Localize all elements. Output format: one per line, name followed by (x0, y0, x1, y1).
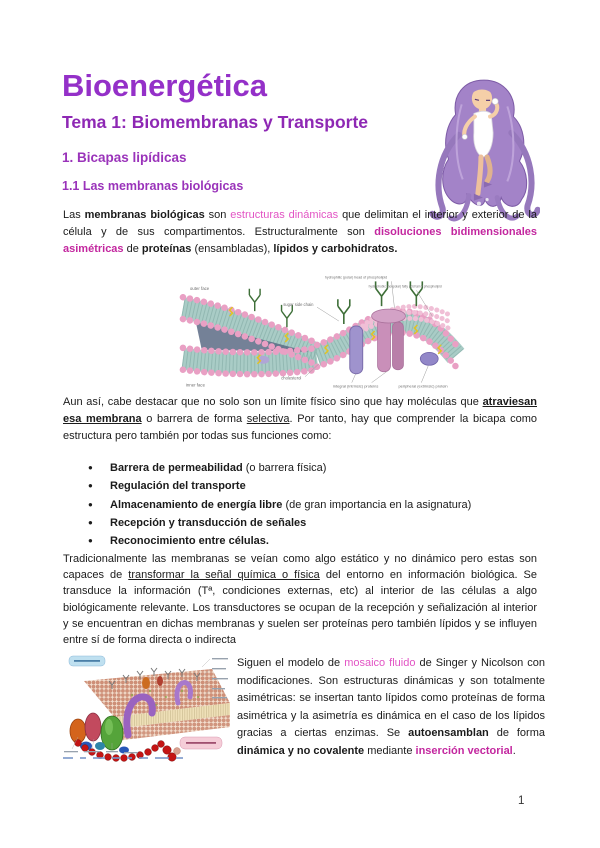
bullet-item: ● Reconocimiento entre células. (88, 532, 508, 550)
page-subtitle: Tema 1: Biomembranas y Transporte (62, 112, 369, 132)
membrane-bilayer-figure (168, 266, 466, 392)
paragraph-membranes: Las membranas biológicas son estructuras dinámicas que delimitan el interior y exterior de la célula y de sus compartimentos. Estructuralmente son disoluciones bidimensionales asimétricas de proteínas (ensambladas), lípidos y carbohidratos. (63, 209, 537, 255)
page-title: Bioenergética (62, 68, 268, 103)
interior-label-box (180, 737, 222, 749)
bullet-item: ● Almacenamiento de energía libre (de gran importancia en la asignatura) (88, 496, 508, 514)
anime-character-illustration (428, 74, 540, 226)
subsection-heading: 1.1 Las membranas biológicas (62, 179, 244, 193)
exterior-label-box (69, 656, 105, 666)
fluid-mosaic-figure (60, 651, 236, 763)
figure1-label-integral-proteins: integral (intrinsic) proteins (332, 383, 379, 389)
peripheral-protein (420, 352, 438, 365)
figure1-label-peripheral-protein: peripheral (extrinsic) protein (398, 383, 448, 389)
paragraph-barrier: Aun así, cabe destacar que no solo son un límite físico sino que hay moléculas que atraviesan esa membrana o barrera de forma selectiva. Por tanto, hay que comprender la bicapa como estructura pero también por todas sus funciones como: (63, 396, 537, 442)
figure1-label-hydrophobic: hydrophobic (nonpolar) fatty acid tail of phospholipid (368, 284, 442, 289)
figure1-label-sugar-side-chain: sugar side chain (283, 302, 314, 308)
paragraph-transduction: Tradicionalmente las membranas se veían como algo estático y no dinámico pero estas son capaces de transformar la señal química o física del entorno en información biológica. Se transduce la información (Tª, condiciones externas, etc) al interior de las células a algo biológicamente relevante. Los transductores se ocupan de la recepción y señalización al interior y se encuentran en dichas membranas y suelen ser proteínas pero también lípidos y se influyen entre sí de forma directa o indirecta (63, 553, 537, 647)
bullet-item: ● Recepción y transducción de señales (88, 514, 508, 532)
functions-bullet-list (88, 459, 508, 550)
figure2-caption-link[interactable] (63, 757, 235, 759)
figure1-label-cholesterol: cholesterol (281, 375, 302, 381)
section-heading: 1. Bicapas lipídicas (62, 150, 187, 165)
figure1-label-inner-face: inner face (185, 382, 206, 388)
figure1-label-hydrophilic: hydrophilic (polar) head of phospholipid (324, 275, 388, 280)
figure1-label-outer-face: outer face (189, 286, 210, 292)
paragraph-fluid-mosaic: Siguen el modelo de mosaico fluido de Singer y Nicolson con modificaciones. Son estructuras dinámicas y son totalmente asimétricas: se insertan tanto lípidos como proteínas de forma asimétrica y la asimetría es dinámica en el caso de los lípidos gracias a ciertas enzimas. Se autoensamblan de forma dinámica y no covalente mediante inserción vectorial. (237, 657, 545, 757)
anime-character-art (428, 74, 540, 226)
integral-protein-1 (350, 326, 363, 374)
page-number: 1 (518, 795, 525, 807)
bullet-item: ● Barrera de permeabilidad (o barrera física) (88, 459, 508, 477)
bullet-item: ● Regulación del transporte (88, 477, 508, 495)
